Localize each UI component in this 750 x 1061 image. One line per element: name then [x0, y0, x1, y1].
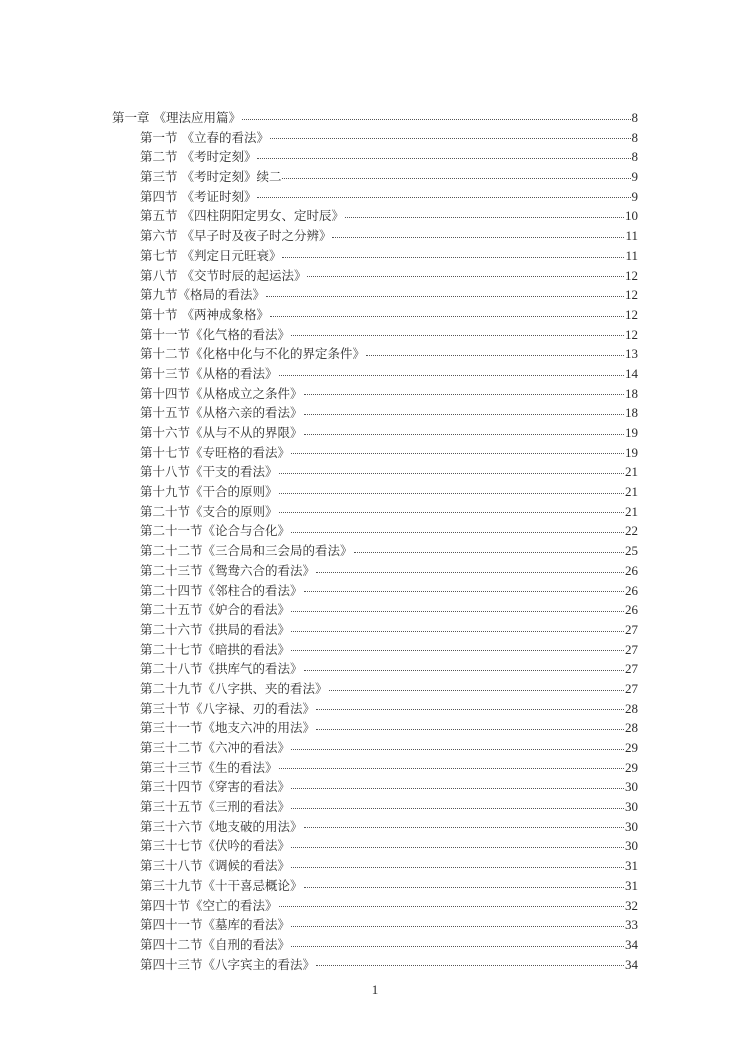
- dot-leader: [291, 945, 624, 947]
- toc-entry-title: 第十节 《两神成象格》: [140, 306, 269, 322]
- toc-entry-page: 9: [631, 188, 638, 204]
- toc-entry-page: 21: [625, 464, 638, 480]
- toc-entry-page: 14: [625, 365, 638, 381]
- dot-leader: [257, 196, 630, 198]
- toc-section-entry[interactable]: [112, 403, 638, 423]
- toc-entry-title: 第七节 《判定日元旺衰》: [140, 247, 282, 263]
- dot-leader: [291, 846, 624, 848]
- toc-entry-page: 18: [625, 385, 638, 401]
- toc-entry-title: 第十八节《干支的看法》: [140, 464, 278, 480]
- toc-entry-page: 9: [631, 169, 638, 185]
- toc-section-entry[interactable]: [112, 679, 638, 699]
- dot-leader: [291, 748, 624, 750]
- toc-entry-title: 第二十九节《八字拱、夹的看法》: [140, 680, 328, 696]
- dot-leader: [304, 826, 624, 828]
- dot-leader: [282, 177, 630, 179]
- toc-entry-page: 10: [625, 208, 638, 224]
- toc-section-entry[interactable]: [112, 699, 638, 719]
- toc-section-entry[interactable]: [112, 325, 638, 345]
- toc-entry-title: 第四十二节《自刑的看法》: [140, 936, 291, 952]
- toc-section-entry[interactable]: [112, 128, 638, 148]
- toc-entry-title: 第四十三节《八字宾主的看法》: [140, 956, 316, 972]
- dot-leader: [282, 256, 624, 258]
- toc-entry-title: 第三节 《考时定刻》续二: [140, 169, 282, 185]
- dot-leader: [279, 767, 624, 769]
- toc-entry-page: 8: [631, 149, 638, 165]
- toc-section-entry[interactable]: [112, 187, 638, 207]
- toc-entry-title: 第十四节《从格成立之条件》: [140, 385, 303, 401]
- dot-leader: [291, 866, 624, 868]
- toc-entry-page: 28: [625, 720, 638, 736]
- toc-entry-title: 第二十一节《论合与合化》: [140, 523, 291, 539]
- toc-entry-title: 第十九节《干合的原则》: [140, 484, 278, 500]
- toc-section-entry[interactable]: [112, 581, 638, 601]
- toc-section-entry[interactable]: [112, 285, 638, 305]
- toc-section-entry[interactable]: [112, 561, 638, 581]
- toc-entry-page: 30: [625, 818, 638, 834]
- toc-entry-title: 第四节 《考证时刻》: [140, 188, 257, 204]
- toc-section-entry[interactable]: [112, 502, 638, 522]
- dot-leader: [304, 590, 624, 592]
- toc-section-entry[interactable]: [112, 876, 638, 896]
- toc-section-entry[interactable]: [112, 364, 638, 384]
- toc-entry-page: 29: [625, 759, 638, 775]
- toc-section-entry[interactable]: [112, 423, 638, 443]
- toc-entry-title: 第十六节《从与不从的界限》: [140, 425, 303, 440]
- dot-leader: [304, 669, 624, 671]
- toc-entry-title: 第十二节《化格中化与不化的界定条件》: [140, 346, 366, 362]
- toc-entry-page: 12: [625, 267, 638, 283]
- toc-section-entry[interactable]: [112, 718, 638, 738]
- toc-section-entry[interactable]: [112, 758, 638, 778]
- toc-entry-page: 13: [625, 346, 638, 362]
- toc-entry-page: 30: [625, 799, 638, 815]
- toc-entry-page: 27: [625, 621, 638, 637]
- toc-entry-title: 第十七节《专旺格的看法》: [140, 444, 291, 460]
- toc-entry-title: 第二十八节《拱库气的看法》: [140, 661, 303, 677]
- toc-entry-page: 30: [625, 838, 638, 854]
- dot-leader: [354, 551, 624, 553]
- dot-leader: [345, 216, 624, 218]
- toc-entry-page: 31: [625, 858, 638, 874]
- dot-leader: [242, 118, 631, 120]
- toc-section-entry[interactable]: [112, 443, 638, 463]
- toc-entry-page: 28: [625, 700, 638, 716]
- toc-entry-title: 第一节 《立春的看法》: [140, 129, 269, 145]
- dot-leader: [304, 393, 624, 395]
- toc-entry-page: 19: [625, 425, 638, 440]
- toc-entry-title: 第二十二节《三合局和三会局的看法》: [140, 543, 353, 559]
- toc-entry-page: 19: [625, 444, 638, 460]
- toc-entry-title: 第三十一节《地支六冲的用法》: [140, 720, 316, 736]
- toc-section-entry[interactable]: [112, 777, 638, 797]
- toc-entry-page: 27: [625, 661, 638, 677]
- dot-leader: [332, 236, 624, 238]
- toc-section-entry[interactable]: [112, 659, 638, 679]
- toc-section-entry[interactable]: [112, 738, 638, 758]
- toc-entry-title: 第二十四节《邻柱合的看法》: [140, 582, 303, 598]
- toc-entry-page: 34: [625, 936, 638, 952]
- toc-entry-title: 第十三节《从格的看法》: [140, 365, 278, 381]
- toc-section-entry[interactable]: [112, 167, 638, 187]
- toc-section-entry[interactable]: [112, 147, 638, 167]
- toc-entry-title: 第三十六节《地支破的用法》: [140, 818, 303, 834]
- toc-entry-title: 第二十三节《鸳鸯六合的看法》: [140, 562, 316, 578]
- toc-entry-page: 8: [631, 129, 638, 145]
- dot-leader: [291, 649, 624, 651]
- dot-leader: [291, 787, 624, 789]
- toc-entry-page: 12: [625, 306, 638, 322]
- table-of-contents: [112, 108, 638, 974]
- dot-leader: [307, 275, 624, 277]
- dot-leader: [304, 413, 624, 415]
- toc-entry-page: 18: [625, 405, 638, 421]
- toc-section-entry[interactable]: [112, 896, 638, 916]
- toc-entry-page: 26: [625, 602, 638, 618]
- toc-entry-page: 8: [631, 110, 638, 125]
- dot-leader: [291, 807, 624, 809]
- toc-entry-title: 第二节 《考时定刻》: [140, 149, 257, 165]
- dot-leader: [304, 886, 624, 888]
- toc-section-entry[interactable]: [112, 305, 638, 325]
- toc-entry-page: 27: [625, 680, 638, 696]
- toc-section-entry[interactable]: [112, 482, 638, 502]
- dot-leader: [257, 157, 630, 159]
- toc-entry-page: 34: [625, 956, 638, 972]
- toc-section-entry[interactable]: [112, 384, 638, 404]
- toc-entry-title: 第四十节《空亡的看法》: [140, 897, 278, 913]
- toc-entry-title: 第八节 《交节时辰的起运法》: [140, 267, 307, 283]
- toc-entry-title: 第三十二节《六冲的看法》: [140, 740, 291, 755]
- toc-section-entry[interactable]: [112, 955, 638, 975]
- dot-leader: [279, 472, 624, 474]
- dot-leader: [366, 354, 624, 356]
- toc-entry-page: 27: [625, 641, 638, 657]
- dot-leader: [316, 708, 624, 710]
- toc-section-entry[interactable]: [112, 600, 638, 620]
- dot-leader: [304, 433, 624, 435]
- dot-leader: [291, 452, 624, 454]
- dot-leader: [316, 728, 624, 730]
- toc-section-entry[interactable]: [112, 246, 638, 266]
- toc-entry-page: 21: [625, 503, 638, 519]
- toc-entry-page: 11: [625, 228, 638, 244]
- toc-section-entry[interactable]: [112, 541, 638, 561]
- toc-entry-title: 第四十一节《墓库的看法》: [140, 917, 291, 933]
- dot-leader: [279, 511, 624, 513]
- toc-section-entry[interactable]: [112, 817, 638, 837]
- dot-leader: [291, 334, 624, 336]
- toc-entry-page: 31: [625, 877, 638, 893]
- toc-entry-page: 29: [625, 740, 638, 755]
- dot-leader: [291, 531, 624, 533]
- toc-entry-title: 第三十七节《伏吟的看法》: [140, 838, 291, 854]
- toc-entry-page: 22: [625, 523, 638, 539]
- toc-entry-page: 21: [625, 484, 638, 500]
- toc-entry-page: 12: [625, 326, 638, 342]
- toc-entry-title: 第二十节《支合的原则》: [140, 503, 278, 519]
- toc-entry-title: 第三十八节《调候的看法》: [140, 858, 291, 874]
- toc-entry-title: 第二十六节《拱局的看法》: [140, 621, 291, 637]
- toc-section-entry[interactable]: [112, 836, 638, 856]
- toc-section-entry[interactable]: [112, 856, 638, 876]
- toc-entry-title: 第三十节《八字禄、刃的看法》: [140, 700, 316, 716]
- page-number: 1: [371, 982, 379, 997]
- toc-chapter-entry[interactable]: [112, 108, 638, 128]
- toc-entry-page: 26: [625, 562, 638, 578]
- toc-entry-title: 第九节《格局的看法》: [140, 287, 266, 303]
- toc-entry-page: 33: [625, 917, 638, 933]
- dot-leader: [270, 315, 624, 317]
- toc-section-entry[interactable]: [112, 620, 638, 640]
- dot-leader: [291, 610, 624, 612]
- toc-entry-title: 第三十五节《三刑的看法》: [140, 799, 291, 815]
- dot-leader: [279, 374, 624, 376]
- toc-section-entry[interactable]: [112, 640, 638, 660]
- dot-leader: [329, 689, 624, 691]
- toc-entry-title: 第一章 《理法应用篇》: [112, 110, 241, 125]
- toc-section-entry[interactable]: [112, 935, 638, 955]
- toc-entry-title: 第五节 《四柱阴阳定男女、定时辰》: [140, 208, 344, 224]
- toc-entry-title: 第三十四节《穿害的看法》: [140, 779, 291, 795]
- dot-leader: [279, 905, 624, 907]
- toc-entry-title: 第二十七节《暗拱的看法》: [140, 641, 291, 657]
- toc-section-entry[interactable]: [112, 797, 638, 817]
- dot-leader: [279, 492, 624, 494]
- toc-entry-page: 30: [625, 779, 638, 795]
- toc-section-entry[interactable]: [112, 266, 638, 286]
- toc-entry-page: 32: [625, 897, 638, 913]
- dot-leader: [291, 925, 624, 927]
- dot-leader: [270, 137, 631, 139]
- dot-leader: [291, 630, 624, 632]
- toc-entry-title: 第二十五节《妒合的看法》: [140, 602, 291, 618]
- dot-leader: [316, 571, 624, 573]
- toc-section-entry[interactable]: [112, 521, 638, 541]
- dot-leader: [316, 964, 624, 966]
- toc-section-entry[interactable]: [112, 226, 638, 246]
- toc-section-entry[interactable]: [112, 206, 638, 226]
- toc-entry-page: 25: [625, 543, 638, 559]
- toc-entry-title: 第十五节《从格六亲的看法》: [140, 405, 303, 421]
- toc-entry-page: 11: [625, 247, 638, 263]
- toc-entry-title: 第三十三节《生的看法》: [140, 759, 278, 775]
- toc-section-list: [112, 128, 638, 975]
- toc-entry-title: 第十一节《化气格的看法》: [140, 326, 291, 342]
- toc-section-entry[interactable]: [112, 462, 638, 482]
- toc-section-entry[interactable]: [112, 915, 638, 935]
- dot-leader: [266, 295, 624, 297]
- toc-entry-page: 12: [625, 287, 638, 303]
- toc-entry-page: 26: [625, 582, 638, 598]
- toc-section-entry[interactable]: [112, 344, 638, 364]
- toc-entry-title: 第三十九节《十干喜忌概论》: [140, 877, 303, 893]
- toc-entry-title: 第六节 《早子时及夜子时之分辨》: [140, 228, 332, 244]
